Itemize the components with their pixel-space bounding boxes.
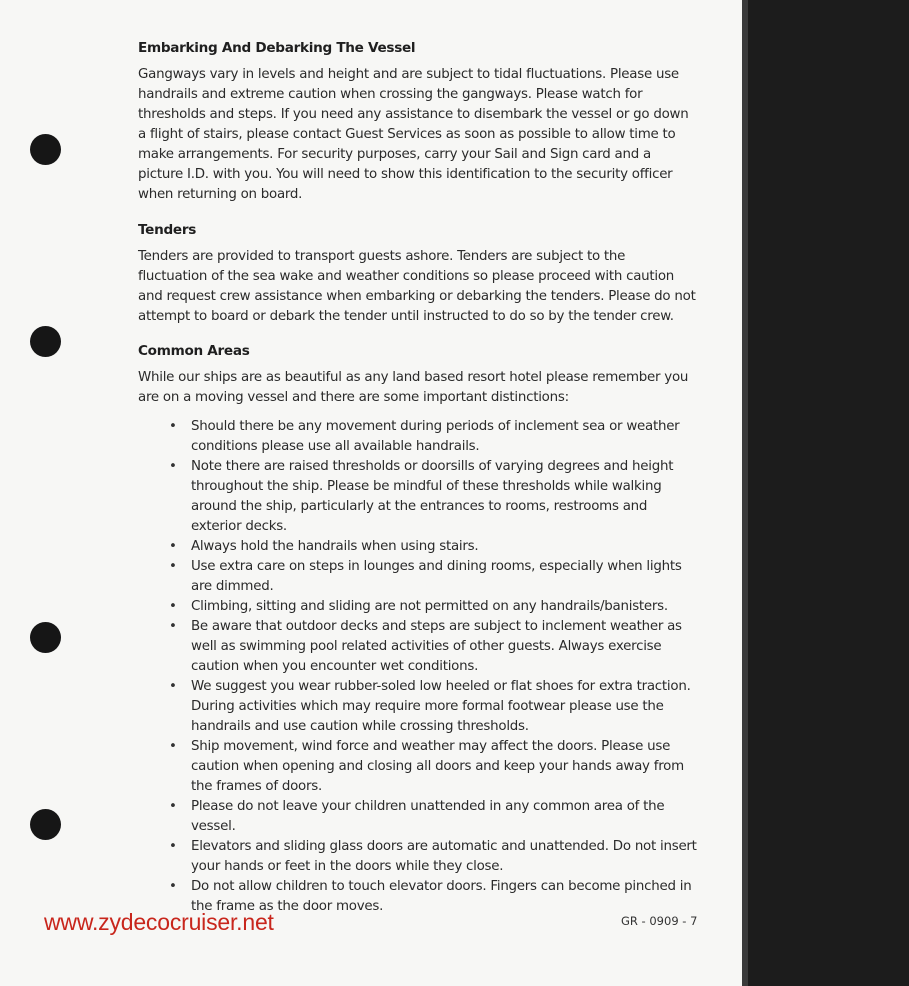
bullet-list	[138, 417, 698, 917]
list-item: • We suggest you wear rubber-soled low heeled or flat shoes for extra traction. During activities which may require more formal footwear please use the handrails and use caution while crossing thresholds.	[191, 677, 698, 737]
binder-edge	[742, 0, 909, 986]
punch-hole-1	[30, 134, 61, 165]
punch-hole-2	[30, 326, 61, 357]
list-item: • Please do not leave your children unattended in any common area of the vessel.	[191, 797, 698, 837]
section-heading: Tenders	[138, 222, 197, 238]
section-paragraph: While our ships are as beautiful as any land based resort hotel please remember you are on a moving vessel and there are some important distinctions:	[138, 370, 689, 405]
watermark-url: www.zydecocruiser.net	[44, 909, 274, 935]
list-item: • Climbing, sitting and sliding are not permitted on any handrails/banisters.	[191, 597, 698, 617]
section-embarking	[138, 38, 698, 205]
document-body	[138, 38, 698, 917]
list-item: • Always hold the handrails when using stairs.	[191, 537, 698, 557]
punch-hole-3	[30, 622, 61, 653]
section-heading: Common Areas	[138, 343, 250, 359]
binder-edge-strip	[742, 0, 748, 986]
section-paragraph: Gangways vary in levels and height and are subject to tidal fluctuations. Please use handrails and extreme caution when crossing the gangways. Please watch for thresholds and steps. If you need any assistance to disembark the vessel or go down a flight of stairs, please contact Guest Services as soon as possible to allow time to make arrangements. For security purposes, carry your Sail and Sign card and a picture I.D. with you. You will need to show this identification to the security officer when returning on board.	[138, 67, 689, 202]
list-item: • Use extra care on steps in lounges and dining rooms, especially when lights are dimmed.	[191, 557, 698, 597]
list-item: • Elevators and sliding glass doors are automatic and unattended. Do not insert your hands or feet in the doors while they close.	[191, 837, 698, 877]
punch-hole-4	[30, 809, 61, 840]
section-tenders	[138, 220, 698, 327]
list-item: • Should there be any movement during periods of inclement sea or weather conditions please use all available handrails.	[191, 417, 698, 457]
page-number: GR - 0909 - 7	[621, 914, 698, 928]
section-paragraph: Tenders are provided to transport guests ashore. Tenders are subject to the fluctuation of the sea wake and weather conditions so please proceed with caution and request crew assistance when embarking or debarking the tenders. Please do not attempt to board or debark the tender until instructed to do so by the tender crew.	[138, 249, 696, 324]
list-item: • Note there are raised thresholds or doorsills of varying degrees and height throughout the ship. Please be mindful of these thresholds while walking around the ship, particularly at the entrances to rooms, restrooms and exterior decks.	[191, 457, 698, 537]
section-heading: Embarking And Debarking The Vessel	[138, 40, 416, 56]
section-common-areas	[138, 341, 698, 917]
list-item: • Be aware that outdoor decks and steps are subject to inclement weather as well as swimming pool related activities of other guests. Always exercise caution when you encounter wet conditions.	[191, 617, 698, 677]
list-item: • Ship movement, wind force and weather may affect the doors. Please use caution when opening and closing all doors and keep your hands away from the frames of doors.	[191, 737, 698, 797]
list-item: • Do not allow children to touch elevator doors. Fingers can become pinched in the frame as the door moves.	[191, 877, 698, 917]
